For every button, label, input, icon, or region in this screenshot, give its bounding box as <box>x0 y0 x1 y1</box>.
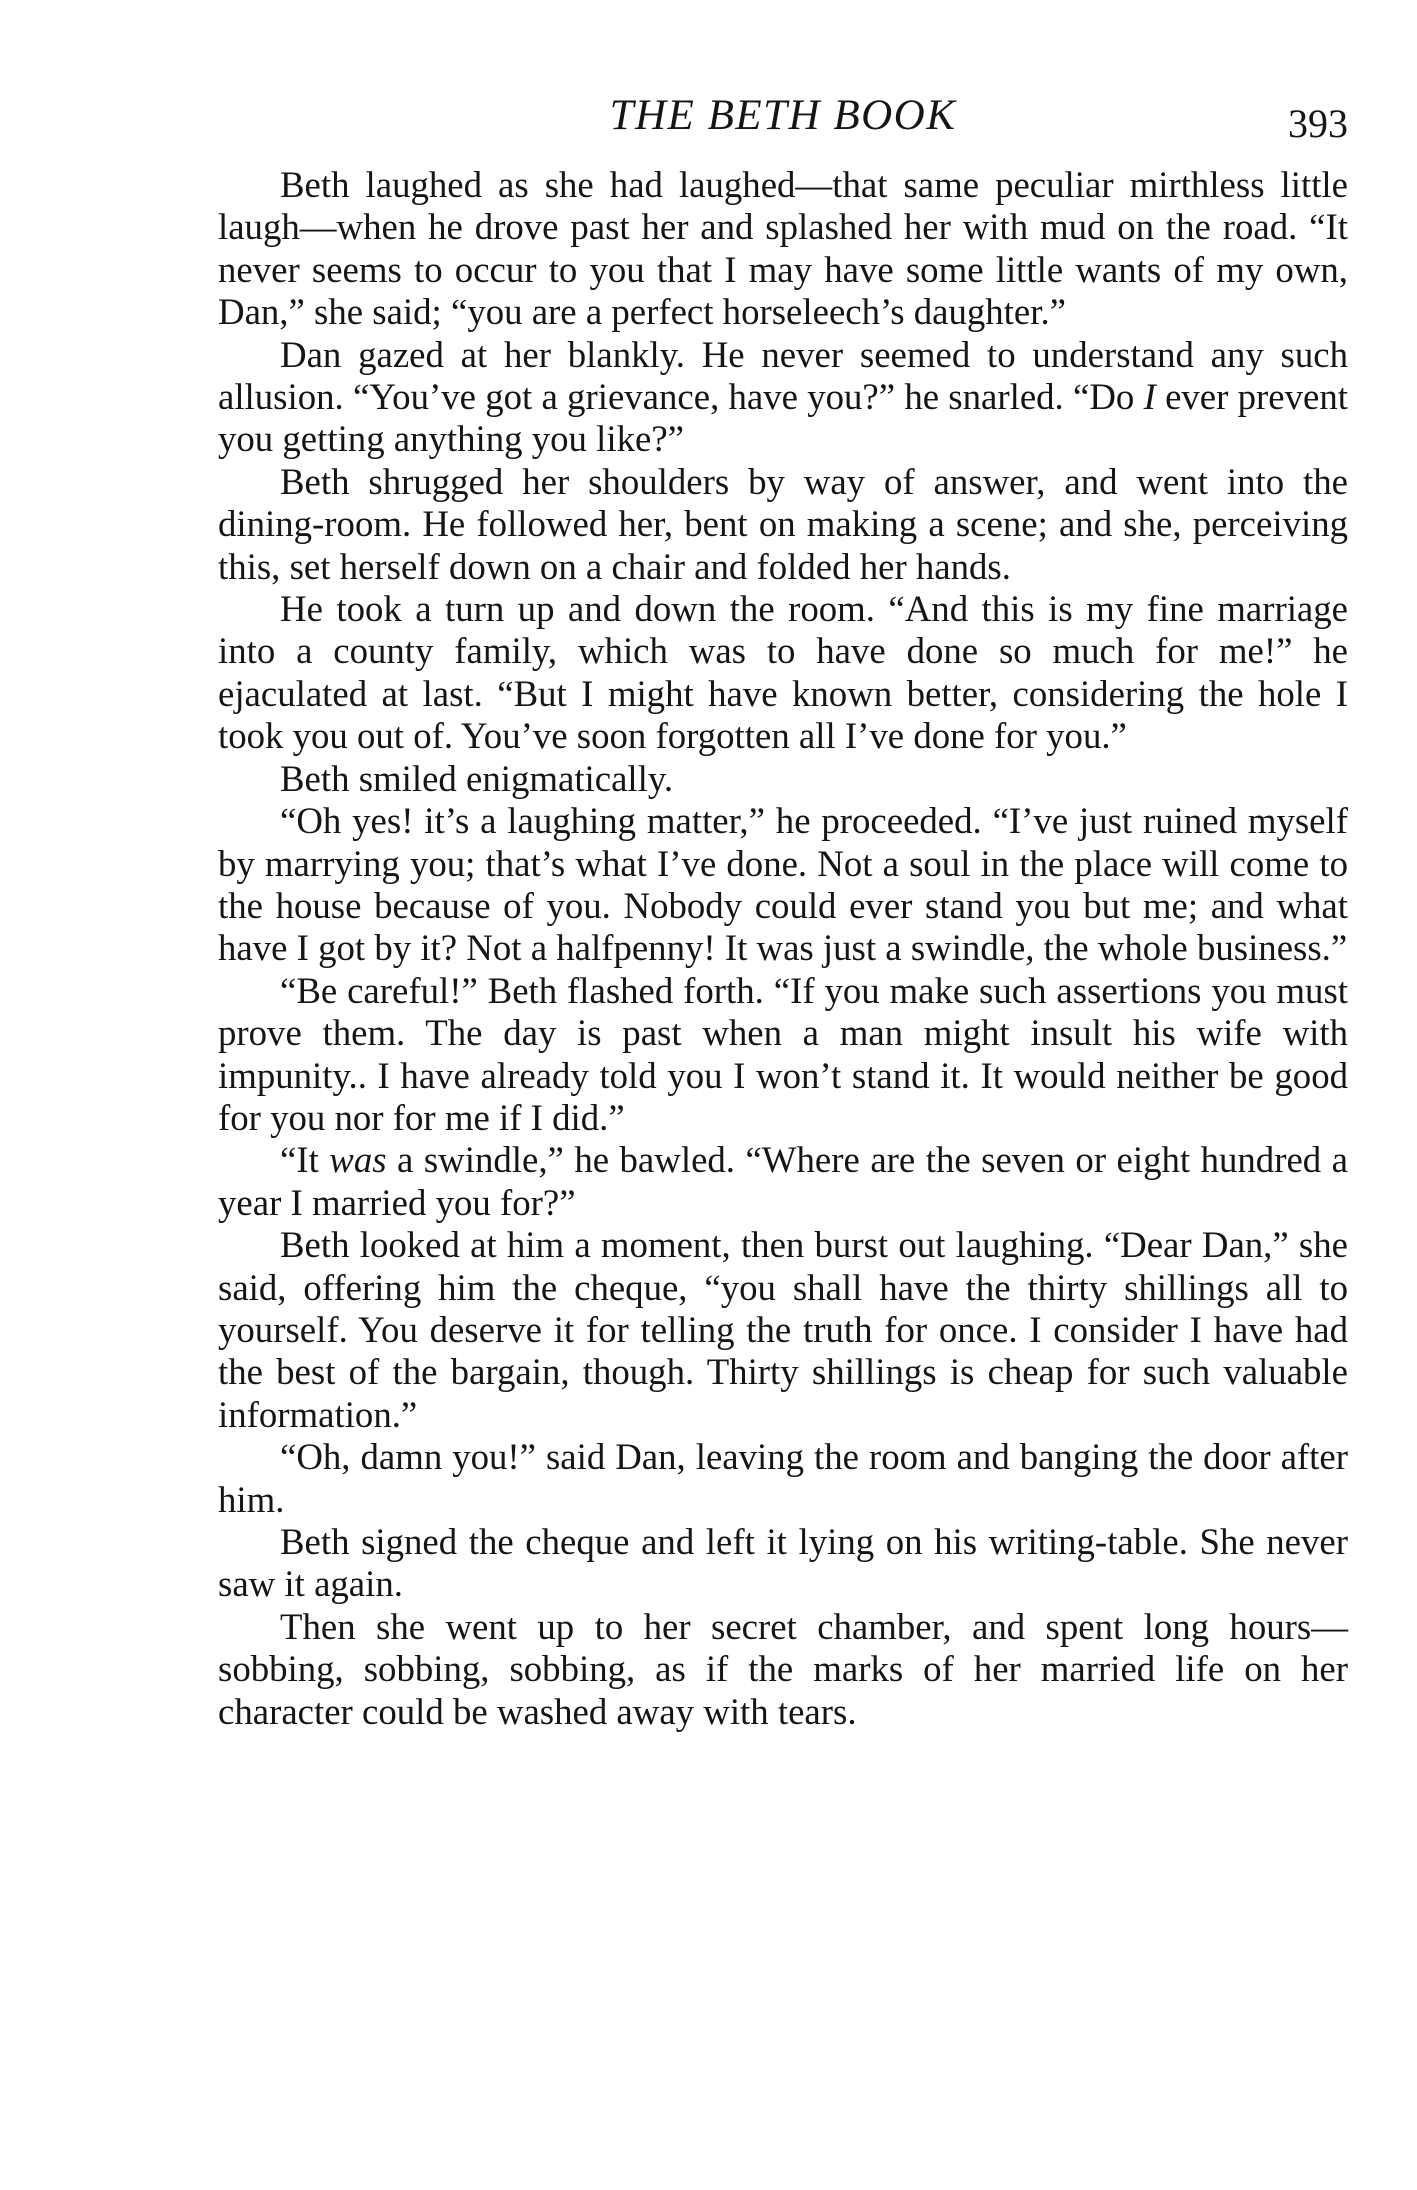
text-run: Beth looked at him a moment, then burst out laughing. “Dear Dan,” she said, offering him the cheque, “you shall have the thirty shillings all to yourself. You deserve it for telling the truth for once. I consider I have had the best of the bargain, though. Thirty shillings is cheap for such valuable information.” <box>218 1224 1348 1435</box>
paragraph <box>218 334 1348 461</box>
paragraph <box>218 1139 1348 1224</box>
text-run: “It <box>280 1139 330 1181</box>
paragraph <box>218 758 1348 800</box>
text-run: Beth laughed as she had laughed—that same peculiar mirthless little laugh—when he drove past her and splashed her with mud on the road. “It never seems to occur to you that I may have some little wants of my own, Dan,” she said; “you are a perfect horseleech’s daughter.” <box>218 164 1348 333</box>
paragraph <box>218 800 1348 970</box>
text-run: Beth shrugged her shoulders by way of answer, and went into the dining-room. He followed her, bent on making a scene; and she, perceiving this, set herself down on a chair and folded her hands. <box>218 460 1348 587</box>
paragraph <box>218 970 1348 1140</box>
text-run: He took a turn up and down the room. “And this is my fine marriage into a county family, which was to have done so much for me!” he ejaculated at last. “But I might have known better, considering the hole I took you out of. You’ve soon forgotten all I’ve done for you.” <box>218 588 1348 757</box>
paragraph <box>218 1606 1348 1733</box>
text-run: “Oh yes! it’s a laughing matter,” he proceeded. “I’ve just ruined myself by marrying you; that’s what I’ve done. Not a soul in the place will come to the house because of you. Nobody could ever stand you but me; and what have I got by it? Not a halfpenny! It was just a swindle, the whole business.” <box>218 800 1348 969</box>
running-title: THE BETH BOOK <box>609 92 957 139</box>
paragraph <box>218 1521 1348 1606</box>
paragraph <box>218 461 1348 588</box>
paragraph <box>218 1436 1348 1521</box>
body-text <box>218 164 1348 1733</box>
text-run: a swindle,” he bawled. “Where are the seven or eight hundred a year I married you for?” <box>218 1139 1348 1223</box>
paragraph <box>218 588 1348 758</box>
text-run: “Oh, damn you!” said Dan, leaving the room and banging the door after him. <box>218 1436 1348 1520</box>
text-run: ever prevent you getting anything you like?” <box>218 376 1348 460</box>
text-run: “Be careful!” Beth flashed forth. “If you make such assertions you must prove them. The day is past when a man might insult his wife with impunity.. I have already told you I won’t stand it. It would neither be good for you nor for me if I did.” <box>218 969 1348 1138</box>
running-head <box>218 86 1348 146</box>
text-run: Dan gazed at her blankly. He never seemed to understand any such allusion. “You’ve got a grievance, have you?” he snarled. “Do <box>218 333 1348 418</box>
text-run: Beth signed the cheque and left it lying on his writing-table. She never saw it again. <box>218 1521 1348 1605</box>
emphasized-text: I <box>1143 376 1156 418</box>
page-number: 393 <box>1288 101 1348 146</box>
paragraph <box>218 164 1348 334</box>
text-run: Then she went up to her secret chamber, and spent long hours—sobbing, sobbing, sobbing, as if the marks of her married life on her character could be washed away with tears. <box>218 1605 1348 1732</box>
text-run: Beth smiled enigmatically. <box>280 757 674 799</box>
emphasized-text: was <box>329 1139 387 1181</box>
paragraph <box>218 1224 1348 1436</box>
